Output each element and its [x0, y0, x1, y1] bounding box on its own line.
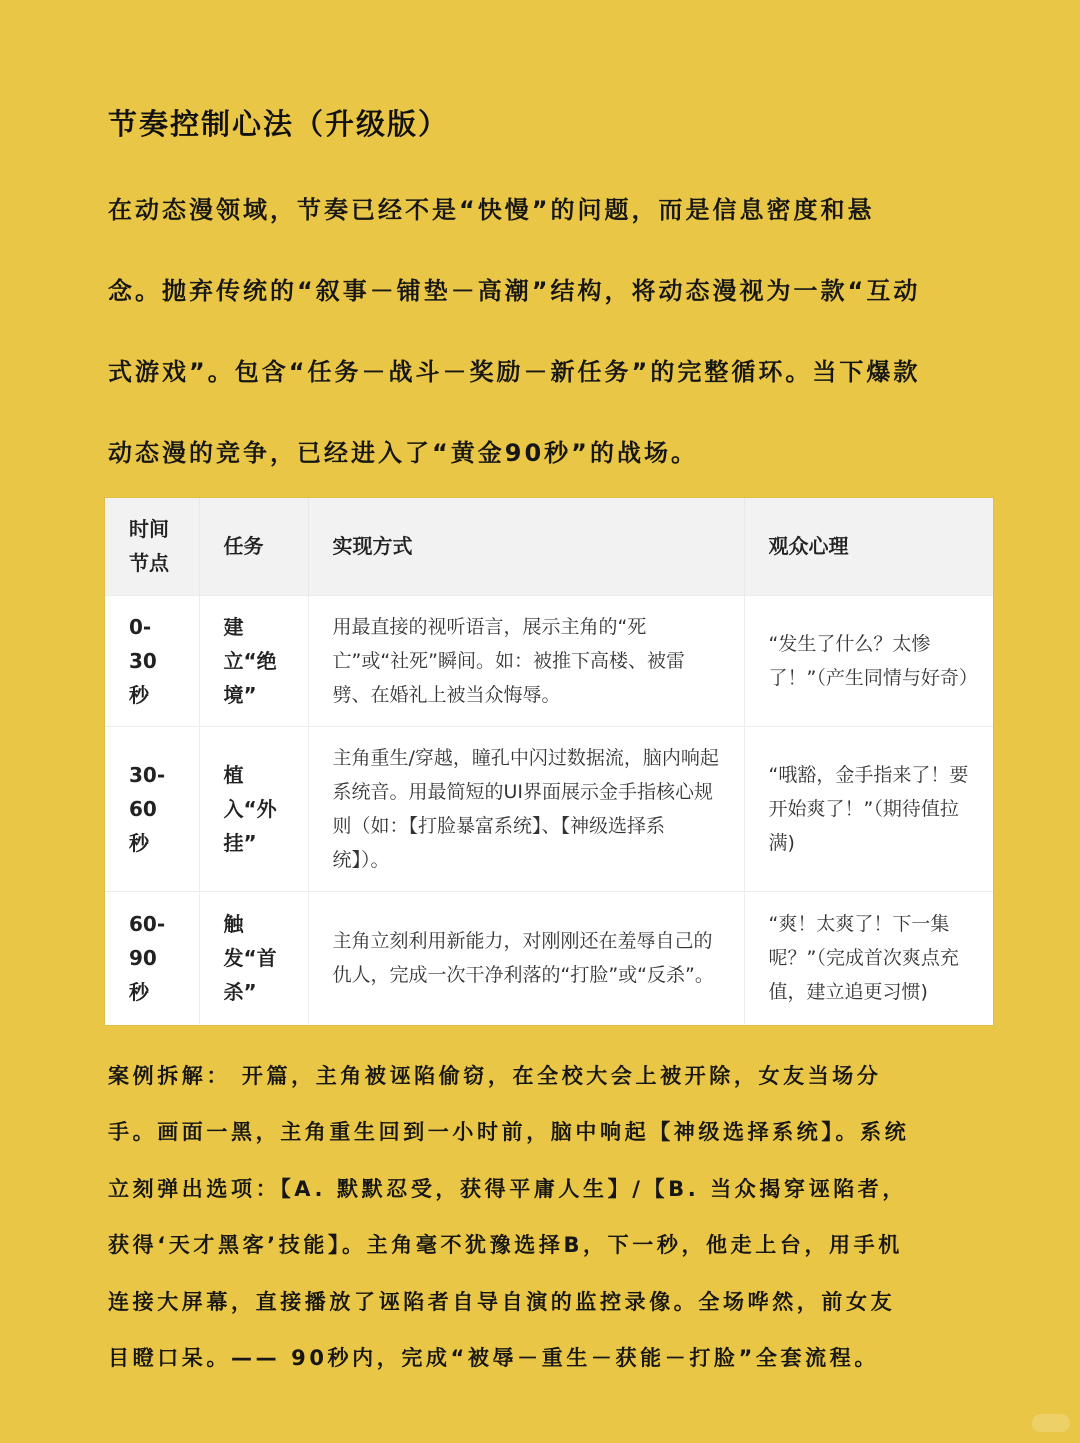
header-psychology: 观众心理	[768, 534, 849, 559]
intro-line: 念。抛弃传统的“叙事－铺垫－高潮”结构，将动态漫视为一款“互动	[108, 277, 921, 305]
case-line: 获得‘天才黑客’技能】。主角毫不犹豫选择B，下一秒，他走上台，用手机	[108, 1233, 903, 1258]
header-task: 任务	[199, 498, 308, 595]
cell-method: 主角立刻利用新能力，对刚刚还在羞辱自己的仇人，完成一次干净利落的“打脸”或“反杀”。	[308, 891, 744, 1024]
case-line: 目瞪口呆。—— 90秒内，完成“被辱－重生－获能－打脸”全套流程。	[108, 1346, 879, 1371]
page-title: 节奏控制心法（升级版）	[108, 107, 450, 141]
intro-line: 式游戏”。包含“任务－战斗－奖励－新任务”的完整循环。当下爆款	[108, 358, 921, 386]
intro-paragraph	[108, 170, 1008, 494]
cell-task: 建立“绝境”	[199, 595, 308, 726]
cell-method: 主角重生/穿越，瞳孔中闪过数据流，脑内响起系统音。用最简短的UI界面展示金手指核心规则（如：【打脸暴富系统】、【神级选择系统】）。	[308, 726, 744, 891]
cell-task: 植入“外挂”	[199, 726, 308, 891]
rhythm-table-card	[105, 498, 993, 1025]
watermark-badge	[1032, 1414, 1070, 1432]
intro-line: 动态漫的竞争，已经进入了“黄金90秒”的战场。	[108, 439, 698, 467]
case-line: 案例拆解： 开篇，主角被诬陷偷窃，在全校大会上被开除，女友当场分	[108, 1064, 882, 1088]
cell-psychology: “哦豁，金手指来了！要开始爽了！”（期待值拉满)	[744, 726, 993, 891]
case-study-paragraph	[108, 1048, 998, 1386]
table-row	[105, 595, 993, 726]
cell-time: 60-90秒	[105, 891, 199, 1024]
cell-method: 用最直接的视听语言，展示主角的“死亡”或“社死”瞬间。如：被推下高楼、被雷劈、在婚礼上被当众悔辱。	[308, 595, 744, 726]
cell-task: 触发“首杀”	[199, 891, 308, 1024]
header-method: 实现方式	[308, 498, 744, 595]
intro-line: 在动态漫领域，节奏已经不是“快慢”的问题，而是信息密度和悬	[108, 196, 875, 224]
case-line: 立刻弹出选项：【A. 默默忍受，获得平庸人生】/【B. 当众揭穿诬陷者，	[108, 1176, 907, 1201]
header-time: 时间节点	[105, 498, 199, 595]
cell-time: 30-60秒	[105, 726, 199, 891]
table-header-row	[105, 498, 993, 595]
table-row	[105, 891, 993, 1024]
rhythm-table	[105, 498, 993, 1024]
cell-psychology: “发生了什么？太惨了！”（产生同情与好奇）	[744, 595, 993, 726]
cell-psychology: “爽！太爽了！下一集呢？”（完成首次爽点充值，建立追更习惯)	[744, 891, 993, 1024]
table-row	[105, 726, 993, 891]
cell-time: 0-30秒	[105, 595, 199, 726]
case-line: 手。画面一黑，主角重生回到一小时前，脑中响起【神级选择系统】。系统	[108, 1120, 910, 1145]
case-line: 连接大屏幕，直接播放了诬陷者自导自演的监控录像。全场哗然，前女友	[108, 1289, 896, 1314]
